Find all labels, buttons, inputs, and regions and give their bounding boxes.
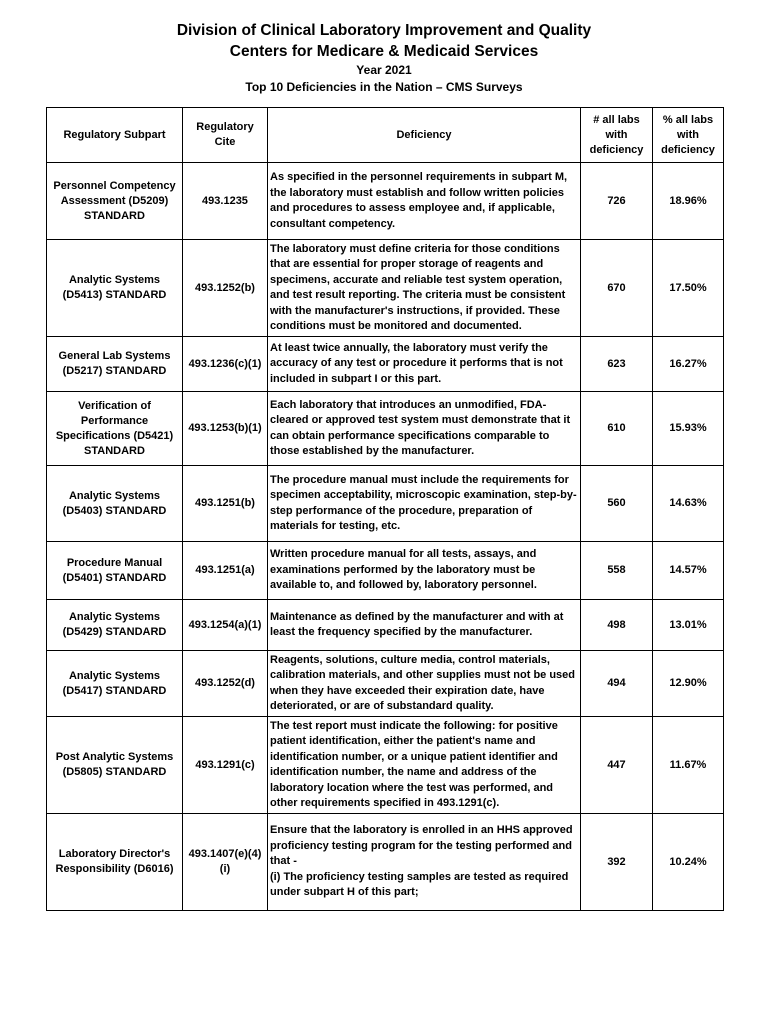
table-row — [47, 717, 724, 814]
cell-percent: 13.01% — [653, 600, 724, 651]
cell-percent: 11.67% — [653, 717, 724, 814]
cell-deficiency: Reagents, solutions, culture media, control materials, calibration materials, and other supplies must not be used when they have exceeded their expiration date, have deteriorated, or are of substandard quality. — [268, 651, 581, 717]
cell-cite: 493.1251(b) — [183, 466, 268, 542]
table-row — [47, 337, 724, 392]
cell-deficiency: Ensure that the laboratory is enrolled in an HHS approved proficiency testing program for the testing performed and that - (i) The proficiency testing samples are tested as required under subpart H of this part; — [268, 814, 581, 911]
cell-cite: 493.1236(c)(1) — [183, 337, 268, 392]
cell-deficiency: The procedure manual must include the requirements for specimen acceptability, microscopic examination, step-by-step performance of the procedure, preparation of materials for testing, etc. — [268, 466, 581, 542]
cell-percent: 14.63% — [653, 466, 724, 542]
cell-count: 623 — [581, 337, 653, 392]
table-row — [47, 814, 724, 911]
cell-deficiency: As specified in the personnel requirements in subpart M, the laboratory must establish and follow written policies and procedures to assess employee and, if applicable, consultant competency. — [268, 163, 581, 240]
cell-cite: 493.1253(b)(1) — [183, 392, 268, 466]
cell-deficiency: The test report must indicate the following: for positive patient identification, either the patient's name and identification number, or a unique patient identifier and identification number, the name and address of the laboratory location where the test was performed, and other requirements specified in 493.1291(c). — [268, 717, 581, 814]
cell-cite: 493.1407(e)(4)(i) — [183, 814, 268, 911]
cell-subpart: Verification of Performance Specifications (D5421) STANDARD — [47, 392, 183, 466]
cell-count: 670 — [581, 240, 653, 337]
cell-cite: 493.1235 — [183, 163, 268, 240]
cell-deficiency: Each laboratory that introduces an unmodified, FDA-cleared or approved test system must demonstrate that it can obtain performance specifications comparable to those established by the manufacturer. — [268, 392, 581, 466]
col-header-subpart: Regulatory Subpart — [47, 108, 183, 163]
division-title: Division of Clinical Laboratory Improvement and Quality — [176, 22, 592, 39]
cell-cite: 493.1252(d) — [183, 651, 268, 717]
cell-cite: 493.1252(b) — [183, 240, 268, 337]
agency-title: Centers for Medicare & Medicaid Services — [229, 43, 539, 60]
table-row — [47, 600, 724, 651]
cell-subpart: Analytic Systems (D5413) STANDARD — [47, 240, 183, 337]
cell-cite: 493.1291(c) — [183, 717, 268, 814]
cell-percent: 18.96% — [653, 163, 724, 240]
col-header-count: # all labs with deficiency — [581, 108, 653, 163]
document-header — [0, 20, 768, 96]
table-row — [47, 240, 724, 337]
cell-subpart: Analytic Systems (D5403) STANDARD — [47, 466, 183, 542]
table-row — [47, 542, 724, 600]
cell-deficiency: At least twice annually, the laboratory must verify the accuracy of any test or procedure it performs that is not included in subpart I or this part. — [268, 337, 581, 392]
cell-count: 560 — [581, 466, 653, 542]
cell-subpart: Analytic Systems (D5417) STANDARD — [47, 651, 183, 717]
cell-subpart: Personnel Competency Assessment (D5209) STANDARD — [47, 163, 183, 240]
cell-subpart: General Lab Systems (D5217) STANDARD — [47, 337, 183, 392]
table-row — [47, 163, 724, 240]
report-year: Year 2021 — [356, 63, 412, 77]
deficiency-table — [46, 107, 724, 911]
table-header-row — [47, 108, 724, 163]
cell-subpart: Procedure Manual (D5401) STANDARD — [47, 542, 183, 600]
cell-count: 726 — [581, 163, 653, 240]
cell-subpart: Post Analytic Systems (D5805) STANDARD — [47, 717, 183, 814]
cell-deficiency: Written procedure manual for all tests, assays, and examinations performed by the laboratory must be available to, and followed by, laboratory personnel. — [268, 542, 581, 600]
cell-percent: 12.90% — [653, 651, 724, 717]
cell-percent: 16.27% — [653, 337, 724, 392]
cell-count: 392 — [581, 814, 653, 911]
cell-percent: 14.57% — [653, 542, 724, 600]
report-subtitle: Top 10 Deficiencies in the Nation – CMS Surveys — [245, 80, 523, 94]
col-header-cite: Regulatory Cite — [183, 108, 268, 163]
cell-percent: 10.24% — [653, 814, 724, 911]
cell-cite: 493.1251(a) — [183, 542, 268, 600]
cell-deficiency: Maintenance as defined by the manufacturer and with at least the frequency specified by the manufacturer. — [268, 600, 581, 651]
cell-count: 498 — [581, 600, 653, 651]
cell-count: 558 — [581, 542, 653, 600]
cell-subpart: Analytic Systems (D5429) STANDARD — [47, 600, 183, 651]
table-row — [47, 651, 724, 717]
cell-subpart: Laboratory Director's Responsibility (D6016) — [47, 814, 183, 911]
col-header-percent: % all labs with deficiency — [653, 108, 724, 163]
cell-deficiency: The laboratory must define criteria for those conditions that are essential for proper storage of reagents and specimens, accurate and reliable test system operation, and test result reporting. The criteria must be consistent with the manufacturer's instructions, if provided. These conditions must be monitored and documented. — [268, 240, 581, 337]
table-row — [47, 392, 724, 466]
cell-count: 610 — [581, 392, 653, 466]
cell-count: 447 — [581, 717, 653, 814]
cell-percent: 15.93% — [653, 392, 724, 466]
cell-percent: 17.50% — [653, 240, 724, 337]
cell-count: 494 — [581, 651, 653, 717]
cell-cite: 493.1254(a)(1) — [183, 600, 268, 651]
table-row — [47, 466, 724, 542]
col-header-deficiency: Deficiency — [268, 108, 581, 163]
